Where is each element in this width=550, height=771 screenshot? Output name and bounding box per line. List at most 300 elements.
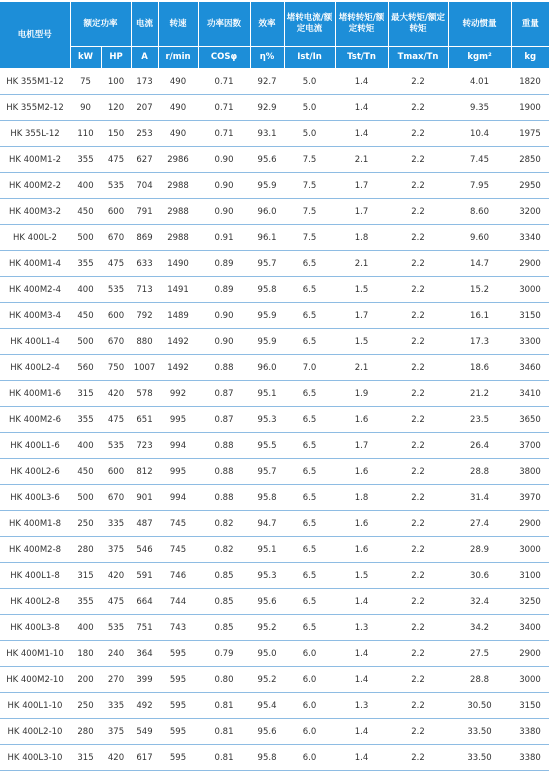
cell-efficiency: 96.0	[250, 355, 284, 381]
cell-efficiency: 95.8	[250, 745, 284, 771]
cell-kw: 355	[70, 251, 101, 277]
cell-locked-torque: 1.5	[335, 277, 388, 303]
cell-speed: 2986	[158, 147, 198, 173]
cell-inertia: 8.60	[448, 199, 511, 225]
cell-inertia: 32.4	[448, 589, 511, 615]
cell-locked-torque: 1.7	[335, 199, 388, 225]
cell-inertia: 28.8	[448, 667, 511, 693]
header-inertia: 转动惯量	[448, 2, 511, 47]
cell-speed: 1490	[158, 251, 198, 277]
table-row	[0, 719, 549, 745]
cell-current: 253	[131, 121, 158, 147]
cell-model: HK 400L2-4	[0, 355, 70, 381]
cell-current: 627	[131, 147, 158, 173]
cell-hp: 475	[101, 251, 131, 277]
table-row	[0, 407, 549, 433]
cell-kw: 355	[70, 147, 101, 173]
cell-weight: 3650	[511, 407, 549, 433]
cell-power-factor: 0.89	[198, 251, 250, 277]
cell-hp: 475	[101, 147, 131, 173]
cell-inertia: 30.6	[448, 563, 511, 589]
cell-locked-current: 5.0	[284, 95, 335, 121]
cell-max-torque: 2.2	[388, 615, 448, 641]
cell-efficiency: 95.2	[250, 667, 284, 693]
cell-model: HK 400L1-4	[0, 329, 70, 355]
table-row	[0, 381, 549, 407]
cell-weight: 3700	[511, 433, 549, 459]
cell-power-factor: 0.88	[198, 355, 250, 381]
cell-locked-torque: 1.7	[335, 303, 388, 329]
cell-max-torque: 2.2	[388, 563, 448, 589]
header-rated-power: 额定功率	[70, 2, 131, 47]
cell-model: HK 400M3-4	[0, 303, 70, 329]
cell-hp: 670	[101, 329, 131, 355]
cell-locked-current: 5.0	[284, 121, 335, 147]
cell-max-torque: 2.2	[388, 641, 448, 667]
cell-weight: 3200	[511, 199, 549, 225]
cell-locked-current: 6.5	[284, 329, 335, 355]
table-body	[0, 69, 549, 771]
cell-kw: 500	[70, 485, 101, 511]
cell-locked-current: 6.0	[284, 693, 335, 719]
unit-kg: kg	[511, 47, 549, 69]
cell-speed: 745	[158, 511, 198, 537]
cell-weight: 3150	[511, 693, 549, 719]
cell-current: 617	[131, 745, 158, 771]
table-row	[0, 69, 549, 95]
cell-inertia: 17.3	[448, 329, 511, 355]
cell-locked-torque: 1.3	[335, 615, 388, 641]
cell-max-torque: 2.2	[388, 693, 448, 719]
unit-eta: η%	[250, 47, 284, 69]
cell-inertia: 27.4	[448, 511, 511, 537]
cell-power-factor: 0.90	[198, 303, 250, 329]
cell-kw: 90	[70, 95, 101, 121]
cell-current: 173	[131, 69, 158, 95]
cell-locked-torque: 1.5	[335, 329, 388, 355]
cell-max-torque: 2.2	[388, 589, 448, 615]
header-max-torque-ratio: 最大转矩/额定转矩	[388, 2, 448, 47]
cell-max-torque: 2.2	[388, 251, 448, 277]
cell-model: HK 400M1-6	[0, 381, 70, 407]
cell-power-factor: 0.79	[198, 641, 250, 667]
cell-inertia: 30.50	[448, 693, 511, 719]
table-row	[0, 511, 549, 537]
cell-locked-torque: 1.4	[335, 95, 388, 121]
cell-locked-current: 6.0	[284, 667, 335, 693]
cell-max-torque: 2.2	[388, 95, 448, 121]
cell-hp: 150	[101, 121, 131, 147]
cell-weight: 2900	[511, 251, 549, 277]
cell-hp: 240	[101, 641, 131, 667]
cell-speed: 2988	[158, 199, 198, 225]
motor-spec-table	[0, 2, 549, 771]
table-row	[0, 277, 549, 303]
cell-efficiency: 95.1	[250, 381, 284, 407]
unit-inertia: kgm²	[448, 47, 511, 69]
cell-efficiency: 95.8	[250, 277, 284, 303]
cell-kw: 250	[70, 511, 101, 537]
cell-efficiency: 95.7	[250, 459, 284, 485]
cell-power-factor: 0.88	[198, 459, 250, 485]
cell-model: HK 400M1-4	[0, 251, 70, 277]
cell-max-torque: 2.2	[388, 667, 448, 693]
cell-locked-torque: 1.4	[335, 745, 388, 771]
cell-locked-torque: 1.7	[335, 433, 388, 459]
cell-hp: 420	[101, 563, 131, 589]
cell-power-factor: 0.82	[198, 511, 250, 537]
cell-current: 812	[131, 459, 158, 485]
cell-locked-current: 6.0	[284, 719, 335, 745]
cell-power-factor: 0.89	[198, 277, 250, 303]
cell-max-torque: 2.2	[388, 173, 448, 199]
cell-weight: 3970	[511, 485, 549, 511]
cell-max-torque: 2.2	[388, 147, 448, 173]
cell-power-factor: 0.91	[198, 225, 250, 251]
header-row-titles	[0, 2, 549, 47]
cell-efficiency: 92.7	[250, 69, 284, 95]
cell-inertia: 10.4	[448, 121, 511, 147]
cell-speed: 595	[158, 667, 198, 693]
cell-kw: 75	[70, 69, 101, 95]
cell-locked-current: 6.5	[284, 563, 335, 589]
cell-locked-torque: 2.1	[335, 147, 388, 173]
cell-weight: 1975	[511, 121, 549, 147]
table-row	[0, 745, 549, 771]
cell-current: 751	[131, 615, 158, 641]
table-row	[0, 225, 549, 251]
table-row	[0, 251, 549, 277]
cell-power-factor: 0.87	[198, 381, 250, 407]
cell-hp: 600	[101, 303, 131, 329]
cell-speed: 490	[158, 95, 198, 121]
cell-current: 364	[131, 641, 158, 667]
cell-kw: 500	[70, 225, 101, 251]
cell-hp: 535	[101, 615, 131, 641]
cell-kw: 280	[70, 719, 101, 745]
table-row	[0, 485, 549, 511]
cell-power-factor: 0.88	[198, 433, 250, 459]
cell-hp: 535	[101, 433, 131, 459]
table-row	[0, 95, 549, 121]
cell-inertia: 34.2	[448, 615, 511, 641]
cell-inertia: 26.4	[448, 433, 511, 459]
cell-speed: 490	[158, 69, 198, 95]
header-locked-torque-ratio: 堵转转矩/额定转矩	[335, 2, 388, 47]
cell-power-factor: 0.85	[198, 615, 250, 641]
cell-speed: 1492	[158, 355, 198, 381]
cell-power-factor: 0.90	[198, 329, 250, 355]
cell-weight: 2900	[511, 511, 549, 537]
cell-kw: 450	[70, 303, 101, 329]
cell-current: 791	[131, 199, 158, 225]
cell-speed: 744	[158, 589, 198, 615]
cell-weight: 2900	[511, 641, 549, 667]
cell-max-torque: 2.2	[388, 745, 448, 771]
cell-kw: 400	[70, 277, 101, 303]
cell-model: HK 400L-2	[0, 225, 70, 251]
cell-power-factor: 0.85	[198, 589, 250, 615]
unit-cos: COSφ	[198, 47, 250, 69]
cell-weight: 3250	[511, 589, 549, 615]
cell-inertia: 9.60	[448, 225, 511, 251]
header-locked-current-ratio: 堵转电流/额定电流	[284, 2, 335, 47]
cell-speed: 995	[158, 459, 198, 485]
cell-max-torque: 2.2	[388, 459, 448, 485]
cell-hp: 335	[101, 693, 131, 719]
cell-hp: 535	[101, 277, 131, 303]
cell-max-torque: 2.2	[388, 433, 448, 459]
cell-weight: 2950	[511, 173, 549, 199]
cell-power-factor: 0.90	[198, 199, 250, 225]
cell-inertia: 23.5	[448, 407, 511, 433]
cell-locked-torque: 1.4	[335, 667, 388, 693]
cell-kw: 400	[70, 173, 101, 199]
cell-current: 901	[131, 485, 158, 511]
cell-inertia: 14.7	[448, 251, 511, 277]
cell-power-factor: 0.81	[198, 719, 250, 745]
cell-speed: 743	[158, 615, 198, 641]
cell-efficiency: 95.3	[250, 563, 284, 589]
cell-kw: 315	[70, 563, 101, 589]
cell-model: HK 400M1-10	[0, 641, 70, 667]
table-row	[0, 147, 549, 173]
cell-weight: 3380	[511, 719, 549, 745]
cell-hp: 475	[101, 407, 131, 433]
cell-weight: 1820	[511, 69, 549, 95]
cell-weight: 3150	[511, 303, 549, 329]
cell-current: 633	[131, 251, 158, 277]
cell-model: HK 400M1-2	[0, 147, 70, 173]
cell-locked-torque: 1.4	[335, 69, 388, 95]
cell-hp: 375	[101, 537, 131, 563]
table-row	[0, 433, 549, 459]
cell-current: 492	[131, 693, 158, 719]
cell-max-torque: 2.2	[388, 719, 448, 745]
cell-model: HK 400L3-6	[0, 485, 70, 511]
cell-model: HK 400M2-8	[0, 537, 70, 563]
cell-efficiency: 95.8	[250, 485, 284, 511]
cell-max-torque: 2.2	[388, 485, 448, 511]
cell-hp: 120	[101, 95, 131, 121]
cell-locked-current: 7.5	[284, 225, 335, 251]
cell-efficiency: 96.1	[250, 225, 284, 251]
cell-inertia: 7.45	[448, 147, 511, 173]
cell-current: 880	[131, 329, 158, 355]
cell-power-factor: 0.81	[198, 693, 250, 719]
cell-power-factor: 0.88	[198, 485, 250, 511]
cell-locked-torque: 1.5	[335, 563, 388, 589]
cell-model: HK 400M2-6	[0, 407, 70, 433]
cell-max-torque: 2.2	[388, 329, 448, 355]
cell-weight: 3800	[511, 459, 549, 485]
cell-hp: 100	[101, 69, 131, 95]
cell-locked-torque: 1.9	[335, 381, 388, 407]
cell-locked-current: 5.0	[284, 69, 335, 95]
cell-speed: 994	[158, 433, 198, 459]
cell-locked-torque: 1.4	[335, 589, 388, 615]
cell-speed: 1489	[158, 303, 198, 329]
header-current: 电流	[131, 2, 158, 47]
cell-inertia: 16.1	[448, 303, 511, 329]
cell-hp: 420	[101, 745, 131, 771]
cell-locked-current: 6.5	[284, 485, 335, 511]
cell-kw: 560	[70, 355, 101, 381]
unit-tmax: Tmax/Tn	[388, 47, 448, 69]
cell-kw: 400	[70, 433, 101, 459]
cell-kw: 110	[70, 121, 101, 147]
cell-max-torque: 2.2	[388, 407, 448, 433]
cell-hp: 600	[101, 199, 131, 225]
cell-inertia: 4.01	[448, 69, 511, 95]
cell-locked-torque: 1.6	[335, 459, 388, 485]
header-speed: 转速	[158, 2, 198, 47]
cell-hp: 670	[101, 225, 131, 251]
cell-current: 546	[131, 537, 158, 563]
cell-locked-torque: 1.4	[335, 719, 388, 745]
cell-kw: 180	[70, 641, 101, 667]
cell-efficiency: 95.9	[250, 173, 284, 199]
cell-inertia: 33.50	[448, 719, 511, 745]
cell-kw: 500	[70, 329, 101, 355]
cell-locked-current: 6.5	[284, 511, 335, 537]
header-row-units	[0, 47, 549, 69]
cell-locked-current: 7.5	[284, 199, 335, 225]
cell-speed: 745	[158, 537, 198, 563]
table-row	[0, 589, 549, 615]
cell-locked-torque: 2.1	[335, 355, 388, 381]
cell-max-torque: 2.2	[388, 277, 448, 303]
cell-power-factor: 0.87	[198, 407, 250, 433]
cell-speed: 595	[158, 745, 198, 771]
cell-max-torque: 2.2	[388, 199, 448, 225]
unit-rpm: r/min	[158, 47, 198, 69]
cell-locked-torque: 1.6	[335, 511, 388, 537]
cell-kw: 315	[70, 745, 101, 771]
cell-speed: 2988	[158, 225, 198, 251]
cell-locked-torque: 2.1	[335, 251, 388, 277]
table-row	[0, 537, 549, 563]
cell-power-factor: 0.81	[198, 745, 250, 771]
cell-current: 723	[131, 433, 158, 459]
cell-hp: 420	[101, 381, 131, 407]
cell-locked-current: 7.5	[284, 173, 335, 199]
cell-model: HK 400M2-4	[0, 277, 70, 303]
cell-model: HK 400L2-8	[0, 589, 70, 615]
cell-locked-current: 6.5	[284, 303, 335, 329]
cell-kw: 280	[70, 537, 101, 563]
cell-current: 713	[131, 277, 158, 303]
cell-model: HK 400M1-8	[0, 511, 70, 537]
cell-locked-current: 6.0	[284, 745, 335, 771]
header-efficiency: 效率	[250, 2, 284, 47]
cell-speed: 746	[158, 563, 198, 589]
cell-locked-current: 6.0	[284, 641, 335, 667]
cell-current: 704	[131, 173, 158, 199]
cell-current: 869	[131, 225, 158, 251]
cell-weight: 3100	[511, 563, 549, 589]
cell-current: 207	[131, 95, 158, 121]
cell-speed: 490	[158, 121, 198, 147]
table-row	[0, 121, 549, 147]
cell-speed: 595	[158, 719, 198, 745]
cell-weight: 2850	[511, 147, 549, 173]
cell-power-factor: 0.71	[198, 69, 250, 95]
cell-efficiency: 95.9	[250, 303, 284, 329]
cell-max-torque: 2.2	[388, 69, 448, 95]
cell-inertia: 9.35	[448, 95, 511, 121]
cell-locked-torque: 1.7	[335, 173, 388, 199]
cell-locked-current: 6.5	[284, 407, 335, 433]
cell-efficiency: 94.7	[250, 511, 284, 537]
cell-weight: 1900	[511, 95, 549, 121]
table-row	[0, 303, 549, 329]
table-row	[0, 693, 549, 719]
cell-efficiency: 95.4	[250, 693, 284, 719]
table-row	[0, 329, 549, 355]
cell-inertia: 27.5	[448, 641, 511, 667]
cell-kw: 250	[70, 693, 101, 719]
cell-inertia: 28.9	[448, 537, 511, 563]
cell-weight: 3300	[511, 329, 549, 355]
cell-power-factor: 0.71	[198, 95, 250, 121]
cell-locked-torque: 1.3	[335, 693, 388, 719]
header-power-factor: 功率因数	[198, 2, 250, 47]
cell-model: HK 400M2-10	[0, 667, 70, 693]
cell-current: 792	[131, 303, 158, 329]
cell-max-torque: 2.2	[388, 225, 448, 251]
cell-locked-torque: 1.8	[335, 225, 388, 251]
cell-efficiency: 92.9	[250, 95, 284, 121]
cell-power-factor: 0.80	[198, 667, 250, 693]
cell-locked-current: 6.5	[284, 589, 335, 615]
cell-max-torque: 2.2	[388, 511, 448, 537]
cell-power-factor: 0.85	[198, 563, 250, 589]
cell-weight: 3460	[511, 355, 549, 381]
cell-kw: 450	[70, 199, 101, 225]
table-row	[0, 173, 549, 199]
cell-kw: 200	[70, 667, 101, 693]
cell-inertia: 21.2	[448, 381, 511, 407]
cell-efficiency: 95.6	[250, 589, 284, 615]
cell-locked-torque: 1.4	[335, 121, 388, 147]
cell-locked-current: 6.5	[284, 251, 335, 277]
cell-model: HK 400L1-10	[0, 693, 70, 719]
cell-power-factor: 0.90	[198, 147, 250, 173]
cell-locked-current: 6.5	[284, 277, 335, 303]
cell-locked-current: 7.0	[284, 355, 335, 381]
cell-kw: 450	[70, 459, 101, 485]
cell-speed: 595	[158, 693, 198, 719]
cell-model: HK 355L-12	[0, 121, 70, 147]
cell-hp: 600	[101, 459, 131, 485]
cell-power-factor: 0.71	[198, 121, 250, 147]
unit-ist: Ist/In	[284, 47, 335, 69]
table-row	[0, 459, 549, 485]
cell-hp: 270	[101, 667, 131, 693]
cell-max-torque: 2.2	[388, 355, 448, 381]
cell-model: HK 400L2-10	[0, 719, 70, 745]
cell-current: 578	[131, 381, 158, 407]
cell-kw: 355	[70, 407, 101, 433]
table-row	[0, 641, 549, 667]
cell-current: 549	[131, 719, 158, 745]
unit-a: A	[131, 47, 158, 69]
cell-speed: 992	[158, 381, 198, 407]
table-row	[0, 615, 549, 641]
cell-efficiency: 95.9	[250, 329, 284, 355]
cell-efficiency: 93.1	[250, 121, 284, 147]
